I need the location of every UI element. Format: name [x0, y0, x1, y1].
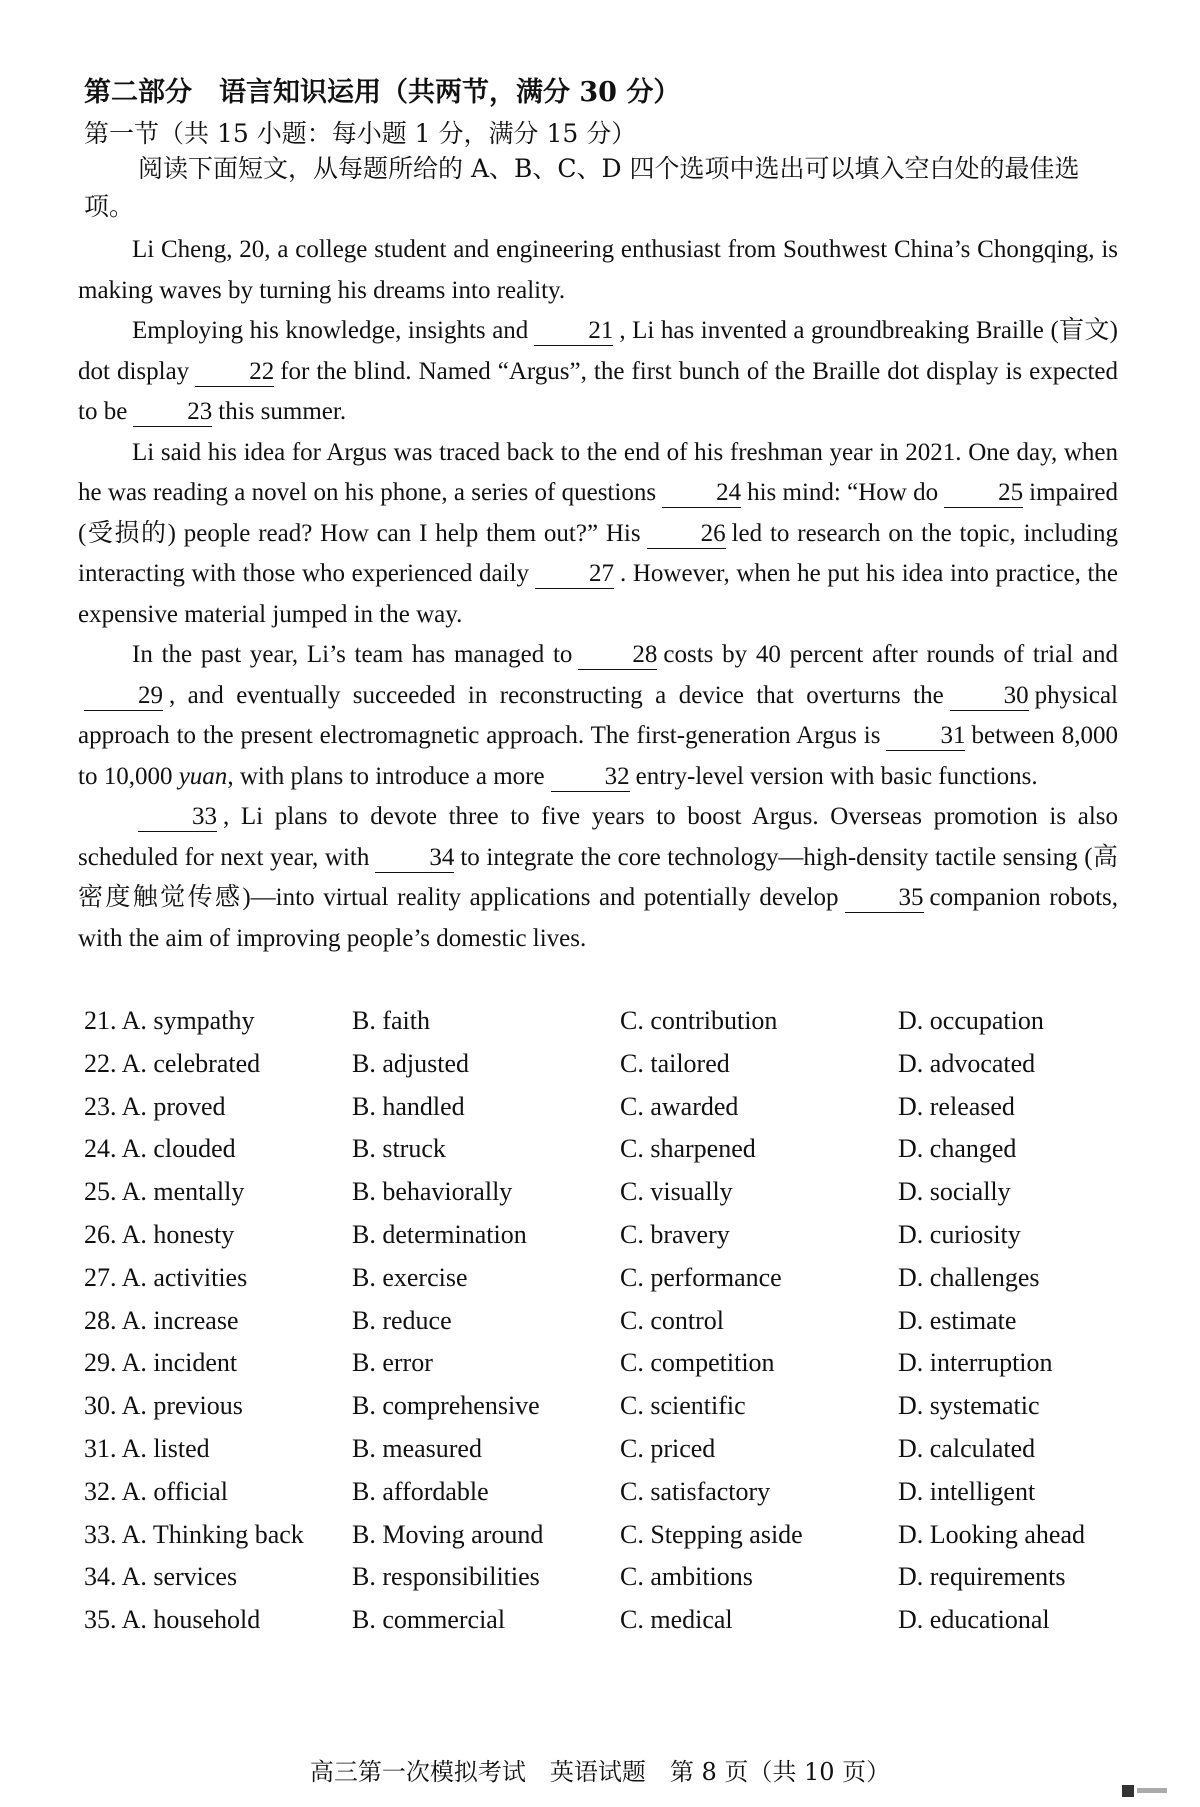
option-b: B. affordable: [352, 1476, 489, 1506]
option-a: 28. A. increase: [84, 1305, 239, 1335]
option-d: D. estimate: [898, 1305, 1017, 1335]
passage-text: this summer.: [218, 398, 347, 425]
option-a: 35. A. household: [84, 1605, 261, 1635]
option-b: B. adjusted: [352, 1048, 469, 1078]
option-b: B. Moving around: [352, 1519, 544, 1549]
passage-text: for the blind. Named “Argus”, the first bunch of the Braille dot display is expected to be: [78, 357, 1118, 425]
option-d: D. changed: [898, 1134, 1017, 1164]
passage-text: , Li has invented a groundbreaking Braille (盲文) dot display: [78, 317, 1118, 385]
option-c: C. sharpened: [620, 1134, 756, 1164]
passage-text: between 8,000 to 10,000: [78, 722, 1118, 790]
page-footer: 高三第一次模拟考试 英语试题 第 8 页（共 10 页）: [309, 1758, 891, 1786]
option-a: 21. A. sympathy: [84, 1006, 255, 1035]
paragraph-4: [78, 635, 1118, 797]
section-title: 第二部分 语言知识运用（共两节，满分 30 分）: [84, 77, 681, 108]
option-b: B. reduce: [352, 1305, 452, 1335]
passage-text: Employing his knowledge, insights and: [132, 317, 529, 344]
option-b: B. behaviorally: [352, 1177, 513, 1207]
passage-text: physical approach to the present electromagnetic approach. The first-generation Argus is: [78, 681, 1118, 749]
blank-28: 28: [578, 641, 657, 670]
option-d: D. socially: [898, 1177, 1011, 1207]
passage-text: to integrate the core technology—high-density tactile sensing (高密度触觉传感)—into virtual reality applications and potentially develop: [78, 843, 1118, 911]
option-c: C. priced: [620, 1433, 716, 1463]
option-row-21: [84, 1006, 1124, 1049]
option-row-35: [84, 1605, 1124, 1648]
option-d: D. curiosity: [898, 1219, 1021, 1249]
blank-24: 24: [662, 479, 741, 508]
option-c: C. competition: [620, 1348, 775, 1378]
instructions: 阅读下面短文，从每题所给的 A、B、C、D 四个选项中选出可以填入空白处的最佳选项。: [84, 154, 1080, 221]
option-a: 27. A. activities: [84, 1262, 248, 1292]
option-d: D. advocated: [898, 1048, 1036, 1078]
option-row-29: [84, 1348, 1124, 1391]
option-d: D. challenges: [898, 1262, 1040, 1292]
paragraph-5: [78, 797, 1118, 959]
paragraph-3: [78, 433, 1118, 636]
option-b: B. handled: [352, 1091, 465, 1121]
subsection-title: 第一节（共 15 小题：每小题 1 分，满分 15 分）: [84, 119, 637, 148]
passage-text: companion robots, with the aim of improving people’s domestic lives.: [78, 884, 1118, 952]
option-a: 33. A. Thinking back: [84, 1519, 304, 1549]
option-c: C. Stepping aside: [620, 1519, 803, 1549]
option-row-24: [84, 1134, 1124, 1177]
blank-25: 25: [944, 479, 1023, 508]
option-a: 24. A. clouded: [84, 1134, 236, 1164]
option-c: C. visually: [620, 1177, 733, 1207]
option-c: C. bravery: [620, 1219, 730, 1249]
passage-text: entry-level version with basic functions.: [635, 762, 1038, 790]
blank-31: 31: [886, 722, 965, 751]
option-b: B. measured: [352, 1433, 482, 1463]
option-d: D. interruption: [898, 1348, 1053, 1378]
passage-text: , Li plans to devote three to five years to boost Argus. Overseas promotion is also scheduled for next year, with: [78, 803, 1118, 871]
option-d: D. calculated: [898, 1433, 1036, 1463]
passage-text: impaired (受损的) people read? How can I help them out?” His: [78, 479, 1119, 547]
option-row-34: [84, 1562, 1124, 1605]
blank-23: 23: [133, 398, 212, 427]
passage-text: , with plans to introduce a more: [227, 762, 545, 790]
answer-options: [84, 1006, 1124, 1648]
option-b: B. faith: [352, 1006, 430, 1035]
option-c: C. scientific: [620, 1391, 746, 1421]
blank-34: 34: [375, 844, 454, 873]
option-row-32: [84, 1477, 1124, 1520]
option-c: C. awarded: [620, 1091, 739, 1121]
option-b: B. error: [352, 1348, 433, 1378]
cloze-passage: [78, 230, 1118, 959]
option-b: B. responsibilities: [352, 1562, 540, 1592]
option-a: 34. A. services: [84, 1562, 238, 1592]
option-a: 30. A. previous: [84, 1391, 243, 1421]
option-row-22: [84, 1049, 1124, 1092]
option-d: D. systematic: [898, 1391, 1040, 1421]
option-d: D. released: [898, 1091, 1015, 1121]
option-b: B. commercial: [352, 1605, 506, 1635]
option-a: 23. A. proved: [84, 1091, 226, 1121]
option-d: D. intelligent: [898, 1476, 1036, 1506]
passage-text: In the past year, Li’s team has managed to: [132, 641, 573, 668]
passage-text: his mind: “How do: [747, 479, 939, 506]
blank-32: 32: [551, 763, 630, 792]
option-c: C. control: [620, 1305, 724, 1335]
option-row-30: [84, 1391, 1124, 1434]
option-c: C. satisfactory: [620, 1476, 771, 1506]
option-c: C. performance: [620, 1262, 782, 1292]
option-c: C. ambitions: [620, 1562, 753, 1592]
option-a: 25. A. mentally: [84, 1177, 245, 1207]
qr-code-icon: [1122, 1780, 1170, 1794]
blank-29: 29: [84, 682, 163, 711]
passage-text: led to research on the topic, including interacting with those who experienced daily: [78, 519, 1118, 587]
option-b: B. determination: [352, 1219, 527, 1249]
blank-21: 21: [534, 317, 613, 346]
passage-text: costs by 40 percent after rounds of trial and: [663, 641, 1118, 668]
option-d: D. occupation: [898, 1006, 1044, 1035]
option-c: C. tailored: [620, 1048, 730, 1078]
option-c: C. medical: [620, 1605, 733, 1635]
option-a: 32. A. official: [84, 1476, 228, 1506]
option-c: C. contribution: [620, 1006, 778, 1035]
option-row-28: [84, 1306, 1124, 1349]
option-row-27: [84, 1263, 1124, 1306]
blank-33: 33: [138, 803, 217, 832]
option-row-25: [84, 1177, 1124, 1220]
option-row-33: [84, 1520, 1124, 1563]
option-a: 29. A. incident: [84, 1348, 238, 1378]
option-b: B. struck: [352, 1134, 446, 1164]
blank-26: 26: [647, 520, 726, 549]
paragraph-2: [78, 311, 1118, 433]
blank-35: 35: [845, 884, 924, 913]
option-row-23: [84, 1092, 1124, 1135]
option-a: 22. A. celebrated: [84, 1048, 261, 1078]
option-b: B. comprehensive: [352, 1391, 540, 1421]
option-d: D. Looking ahead: [898, 1519, 1086, 1549]
passage-text: Li said his idea for Argus was traced back to the end of his freshman year in 2021. One day, when he was reading a novel on his phone, a series of questions: [78, 438, 1118, 506]
option-a: 31. A. listed: [84, 1433, 210, 1463]
passage-text: , and eventually succeeded in reconstructing a device that overturns the: [169, 681, 944, 709]
paragraph-1: Li Cheng, 20, a college student and engineering enthusiast from Southwest China’s Chongqing, is making waves by turning his dreams into reality.: [78, 236, 1118, 304]
blank-30: 30: [950, 682, 1029, 711]
option-b: B. exercise: [352, 1262, 468, 1292]
blank-22: 22: [195, 358, 274, 387]
passage-italic: yuan: [178, 762, 228, 790]
option-d: D. requirements: [898, 1562, 1066, 1592]
option-a: 26. A. honesty: [84, 1219, 235, 1249]
option-row-31: [84, 1434, 1124, 1477]
option-d: D. educational: [898, 1605, 1050, 1635]
option-row-26: [84, 1220, 1124, 1263]
blank-27: 27: [535, 560, 614, 589]
passage-text: . However, when he put his idea into practice, the expensive material jumped in the way.: [78, 560, 1118, 628]
